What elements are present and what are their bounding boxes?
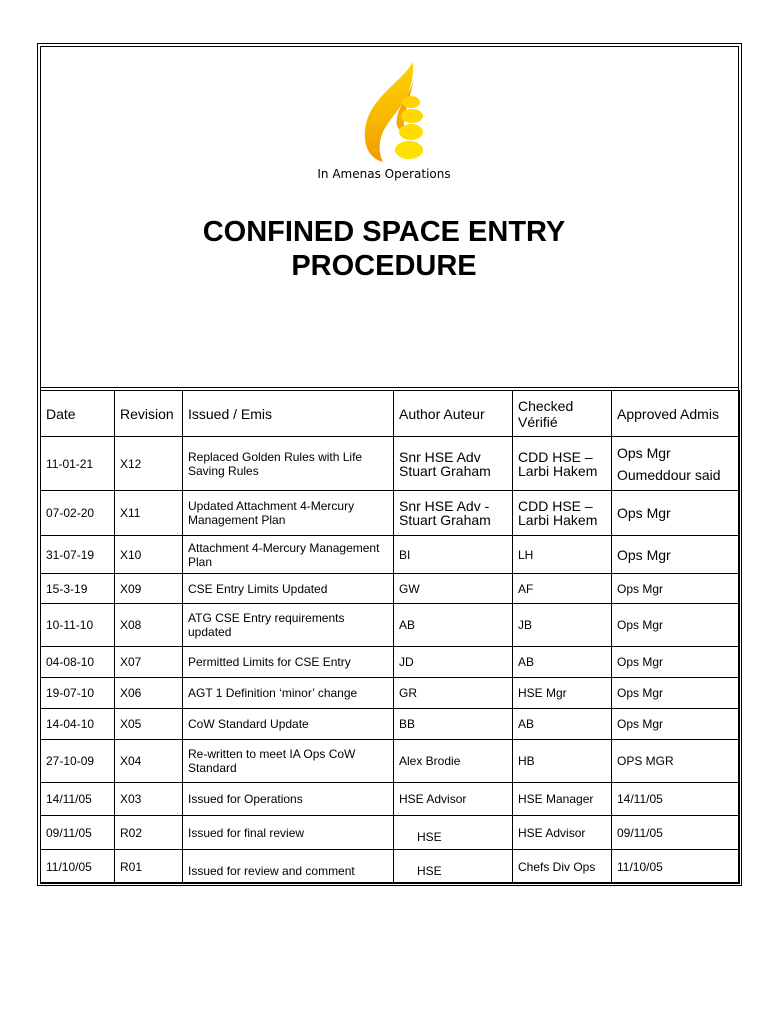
table-row <box>41 491 740 536</box>
cell-date: 09/11/05 <box>41 816 115 850</box>
table-row <box>41 783 740 816</box>
cell-date: 31-07-19 <box>41 536 115 574</box>
cell-author: BB <box>394 709 513 740</box>
col-header-date: Date <box>41 391 115 437</box>
cell-issued: Permitted Limits for CSE Entry <box>183 647 394 678</box>
cell-author: AB <box>394 604 513 647</box>
table-row <box>41 536 740 574</box>
cell-approved: Ops Mgr Oumeddour said <box>612 437 740 491</box>
cell-author: HSE Advisor <box>394 783 513 816</box>
cell-issued: CoW Standard Update <box>183 709 394 740</box>
cell-revision: X10 <box>115 536 183 574</box>
cell-date: 07-02-20 <box>41 491 115 536</box>
cell-date: 15-3-19 <box>41 574 115 604</box>
cell-approved: Ops Mgr <box>612 574 740 604</box>
table-row <box>41 647 740 678</box>
cell-revision: X04 <box>115 740 183 783</box>
cell-checked: HSE Mgr <box>513 678 612 709</box>
cell-revision: X03 <box>115 783 183 816</box>
cell-approved: Ops Mgr <box>612 491 740 536</box>
cell-issued: Issued for Operations <box>183 783 394 816</box>
cell-checked: AB <box>513 709 612 740</box>
table-row <box>41 604 740 647</box>
cell-revision: X08 <box>115 604 183 647</box>
cell-issued: CSE Entry Limits Updated <box>183 574 394 604</box>
cell-approved: 09/11/05 <box>612 816 740 850</box>
cell-author: BI <box>394 536 513 574</box>
cell-date: 14/11/05 <box>41 783 115 816</box>
cell-date: 11-01-21 <box>41 437 115 491</box>
cell-issued: ATG CSE Entry requirements updated <box>183 604 394 647</box>
cell-author: GW <box>394 574 513 604</box>
cell-approved: 11/10/05 <box>612 850 740 884</box>
document-title <box>0 215 768 283</box>
cell-author: Snr HSE Adv - Stuart Graham <box>394 491 513 536</box>
table-row <box>41 709 740 740</box>
cell-date: 14-04-10 <box>41 709 115 740</box>
cell-checked: HB <box>513 740 612 783</box>
col-header-revision: Revision <box>115 391 183 437</box>
cell-revision: R02 <box>115 816 183 850</box>
cell-issued: Replaced Golden Rules with Life Saving Rules <box>183 437 394 491</box>
revision-history-table <box>40 390 740 884</box>
cell-issued: Attachment 4-Mercury Management Plan <box>183 536 394 574</box>
cell-checked: JB <box>513 604 612 647</box>
cell-approved: Ops Mgr <box>612 678 740 709</box>
cell-author: GR <box>394 678 513 709</box>
table-row <box>41 574 740 604</box>
cell-revision: X07 <box>115 647 183 678</box>
table-row <box>41 816 740 850</box>
company-logo-icon <box>355 60 435 166</box>
cell-approved: Ops Mgr <box>612 604 740 647</box>
cell-date: 04-08-10 <box>41 647 115 678</box>
table-row <box>41 740 740 783</box>
cell-revision: X05 <box>115 709 183 740</box>
cell-approved: Ops Mgr <box>612 536 740 574</box>
cell-date: 11/10/05 <box>41 850 115 884</box>
cell-approved: 14/11/05 <box>612 783 740 816</box>
cell-issued: Issued for review and comment <box>183 850 394 884</box>
cell-date: 10-11-10 <box>41 604 115 647</box>
cell-revision: X11 <box>115 491 183 536</box>
cell-author: JD <box>394 647 513 678</box>
table-row <box>41 850 740 884</box>
cell-author: HSE <box>394 850 513 884</box>
cell-issued: Updated Attachment 4-Mercury Management Plan <box>183 491 394 536</box>
table-header-row <box>41 391 740 437</box>
company-name: In Amenas Operations <box>317 167 451 181</box>
cell-author: Alex Brodie <box>394 740 513 783</box>
cell-approved: OPS MGR <box>612 740 740 783</box>
col-header-checked: Checked Vérifié <box>513 391 612 437</box>
col-header-approved: Approved Admis <box>612 391 740 437</box>
cell-checked: CDD HSE – Larbi Hakem <box>513 437 612 491</box>
cell-date: 27-10-09 <box>41 740 115 783</box>
cell-author: Snr HSE Adv Stuart Graham <box>394 437 513 491</box>
cell-revision: X09 <box>115 574 183 604</box>
cell-approved: Ops Mgr <box>612 709 740 740</box>
cell-checked: HSE Manager <box>513 783 612 816</box>
cell-checked: AF <box>513 574 612 604</box>
cell-issued: Issued for final review <box>183 816 394 850</box>
cell-approved: Ops Mgr <box>612 647 740 678</box>
title-line-2: PROCEDURE <box>291 250 477 282</box>
col-header-issued: Issued / Emis <box>183 391 394 437</box>
cell-checked: AB <box>513 647 612 678</box>
cell-issued: AGT 1 Definition ‘minor’ change <box>183 678 394 709</box>
cell-checked: LH <box>513 536 612 574</box>
table-row <box>41 678 740 709</box>
cell-issued: Re-written to meet IA Ops CoW Standard <box>183 740 394 783</box>
title-line-1: CONFINED SPACE ENTRY <box>202 216 566 248</box>
col-header-author: Author Auteur <box>394 391 513 437</box>
cell-revision: X12 <box>115 437 183 491</box>
cell-revision: R01 <box>115 850 183 884</box>
cell-checked: Chefs Div Ops <box>513 850 612 884</box>
cell-author: HSE <box>394 816 513 850</box>
cell-checked: CDD HSE – Larbi Hakem <box>513 491 612 536</box>
cell-checked: HSE Advisor <box>513 816 612 850</box>
cell-date: 19-07-10 <box>41 678 115 709</box>
cell-revision: X06 <box>115 678 183 709</box>
table-row <box>41 437 740 491</box>
